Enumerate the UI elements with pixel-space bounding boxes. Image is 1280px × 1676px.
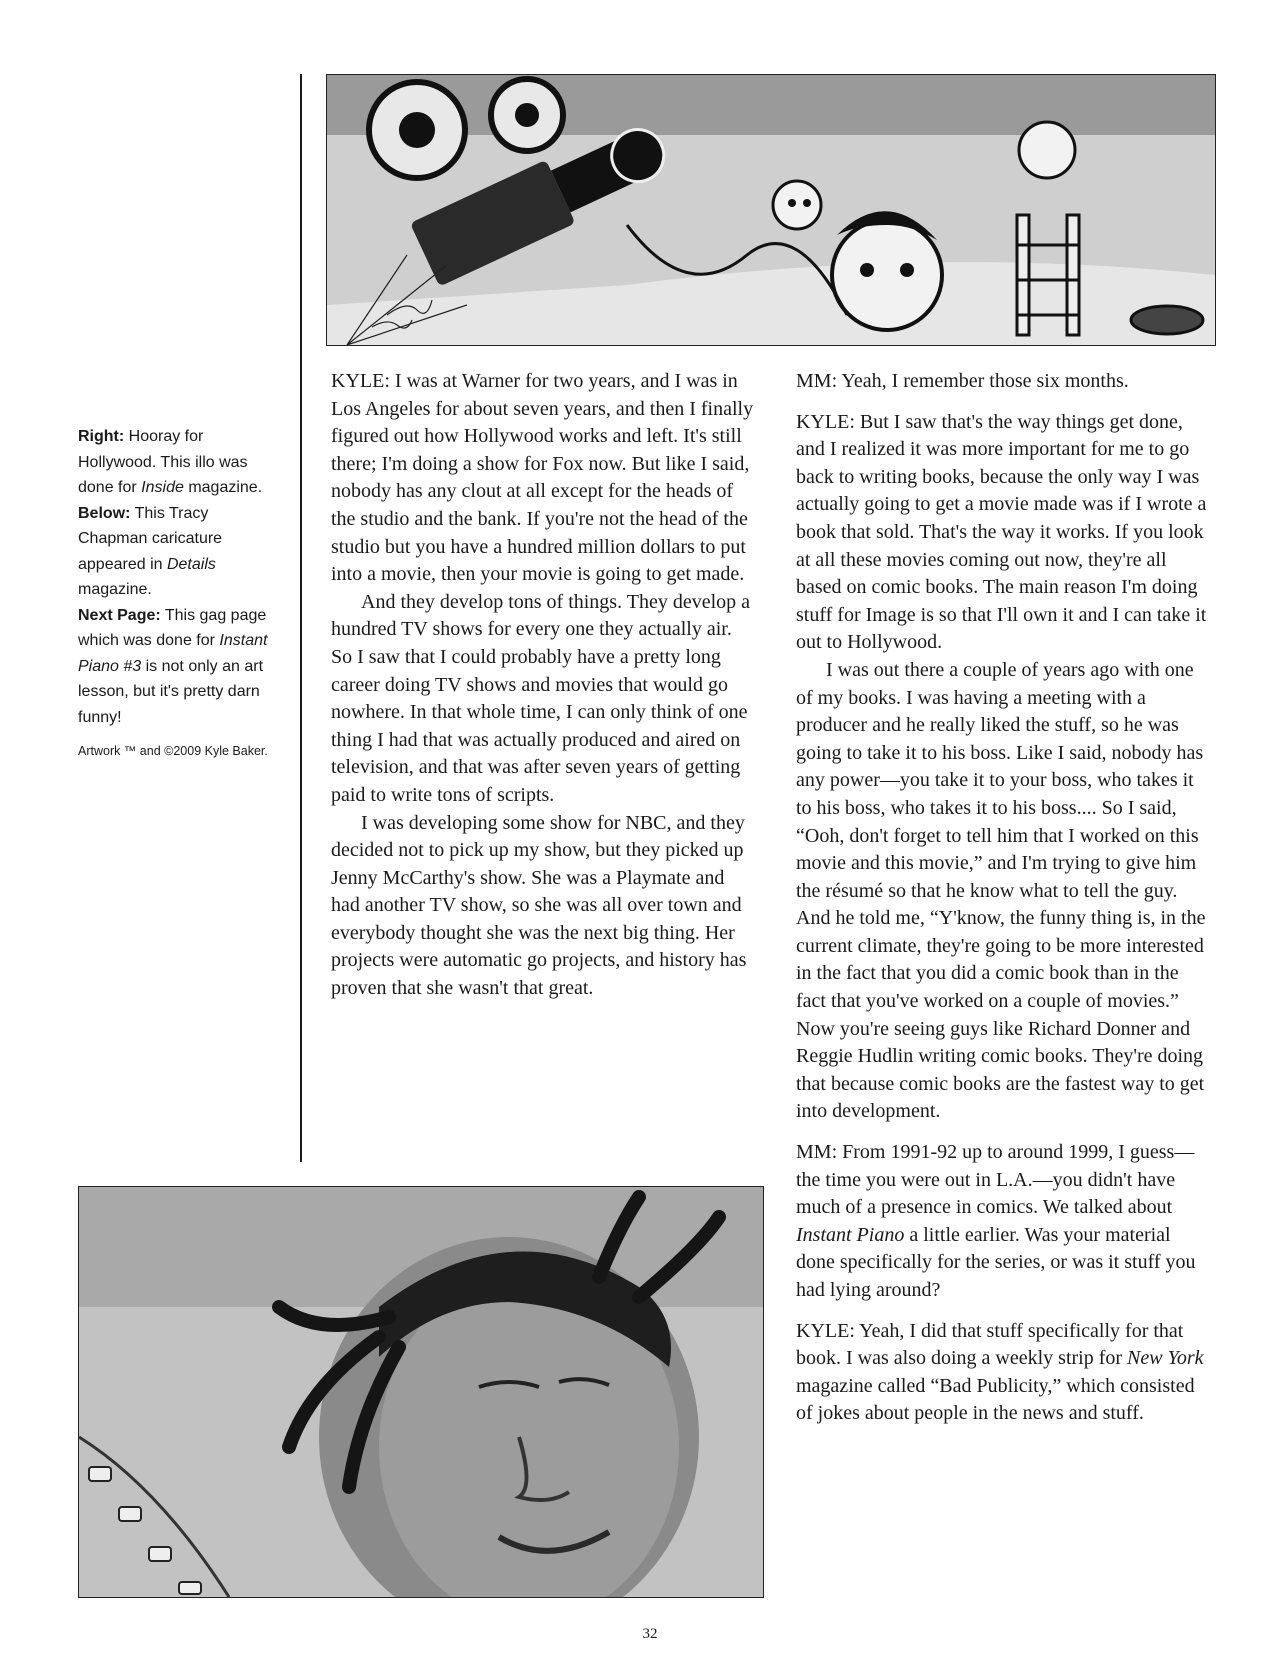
tracy-chapman-caricature	[78, 1186, 764, 1598]
paragraph: MM: Yeah, I remember those six months.	[796, 370, 1129, 392]
caption-right: Right: Hooray for Hollywood. This illo was done for Inside magazine.	[78, 428, 263, 496]
speaker-label: KYLE:	[331, 370, 390, 392]
page-number: 32	[642, 1626, 658, 1642]
caption-below: Below: This Tracy Chapman caricature appeared in Details magazine.	[78, 504, 223, 598]
article-column-right	[796, 368, 1208, 1428]
paragraph: I was developing some show for NBC, and they decided not to pick up my show, but they picked up Jenny McCarthy's show. She was a Playmate and had another TV show, so she was all over town and everybody thought she was the next big thing. Her projects were automatic go projects, and history has proven that she wasn't that great.	[331, 811, 747, 1000]
sidebar-caption	[78, 424, 278, 761]
paragraph: KYLE: But I saw that's the way things get done, and I realized it was more important for me to go back to writing books, because the only way I was actually going to get a movie made was if I wrote a book that sold. That's the way it works. If you look at all these movies coming out now, they're all based on comic books. The main reason I'm doing stuff for Image is so that I'll own it and I can take it out to Hollywood.	[796, 410, 1207, 654]
paragraph: MM: From 1991-92 up to around 1999, I guess—the time you were out in L.A.—you didn't have much of a presence in comics. We talked about Instant Piano a little earlier. Was your material done specifically for the series, or was it stuff you had lying around?	[796, 1141, 1196, 1301]
paragraph: And they develop tons of things. They develop a hundred TV shows for every one they actually air. So I saw that I could probably have a pretty long career doing TV shows and movies that would go nowhere. In that whole time, I can only think of one thing I had that was actually produced and aired on television, and that was after seven years of getting paid to write tons of scripts.	[331, 590, 751, 806]
speaker-label: MM:	[796, 370, 838, 392]
column-divider	[300, 74, 302, 1162]
artwork-credit: Artwork ™ and ©2009 Kyle Baker.	[78, 744, 268, 758]
caption-next-page: Next Page: This gag page which was done for Instant Piano #3 is not only an art lesson, but it's pretty darn funny!	[78, 606, 268, 726]
caricature-art	[79, 1187, 763, 1597]
caption-below-label: Below:	[78, 504, 131, 522]
paragraph: I was out there a couple of years ago with one of my books. I was having a meeting with a producer and he really liked the stuff, so he was going to take it to his boss. Like I said, nobody has any power—you take it to your boss, who takes it to his boss, who takes it to his boss.... So I said, “Ooh, don't forget to tell him that I worked on this movie and this movie,” and I'm trying to give him the résumé so that he know what to tell the guy. And he told me, “Y'know, the funny thing is, in the current climate, they're going to be more interested in the fact that you did a comic book than in the fact that you've worked on a couple of movies.” Now you're seeing guys like Richard Donner and Reggie Hudlin writing comic books. They're doing that because comic books are the fastest way to get into development.	[796, 658, 1206, 1123]
paragraph: KYLE: I was at Warner for two years, and I was in Los Angeles for about seven years, and then I finally figured out how Hollywood works and left. It's still there; I'm doing a show for Fox now. But like I said, nobody has any clout at all except for the heads of the studio and the bank. If you're not the head of the studio but you have a hundred million dollars to put into a movie, then your movie is going to get made.	[331, 370, 754, 586]
speaker-label: KYLE:	[796, 410, 855, 433]
article-column-middle	[331, 368, 756, 1003]
hollywood-illustration	[326, 74, 1216, 346]
hollywood-illustration-art	[327, 75, 1215, 345]
caption-right-label: Right:	[78, 428, 125, 445]
speaker-label: KYLE:	[796, 1319, 855, 1342]
speaker-label: MM:	[796, 1141, 838, 1164]
paragraph: KYLE: Yeah, I did that stuff specifically for that book. I was also doing a weekly strip for New York magazine called “Bad Publicity,” which consisted of jokes about people in the news and stuff.	[796, 1319, 1204, 1425]
caption-next-label: Next Page:	[78, 606, 161, 624]
